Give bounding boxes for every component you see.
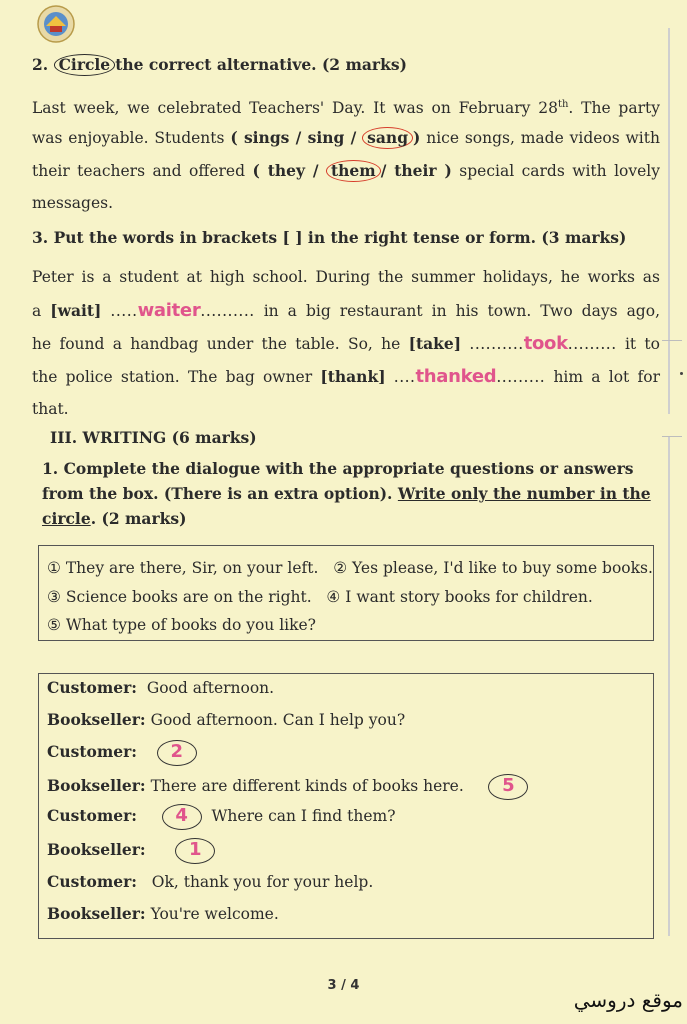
dialogue-line-8: Bookseller: You're welcome. <box>47 904 279 923</box>
q3-heading: 3. Put the words in brackets [ ] in the right tense or form. (3 marks) <box>32 228 627 247</box>
option-5: What type of books do you like? <box>65 616 316 634</box>
options-row-1: ① They are there, Sir, on your left. ② Yes please, I'd like to buy some books. <box>47 559 653 577</box>
margin-rule <box>668 436 670 936</box>
circled-answer-them: them <box>326 160 381 182</box>
dialogue-line-6: Bookseller: 1 <box>47 838 215 864</box>
q2-line-1: Last week, we celebrated Teachers' Day. It was on February 28th. The party <box>32 99 660 118</box>
dialogue-line-1: Customer: Good afternoon. <box>47 678 275 697</box>
answer-thanked: thanked <box>415 366 497 387</box>
dialogue-line-7: Customer: Ok, thank you for your help. <box>47 872 374 891</box>
answer-circle-2: 2 <box>157 740 197 766</box>
option-2: Yes please, I'd like to buy some books. <box>352 559 653 577</box>
q2-number: 2. <box>32 55 49 74</box>
answer-circle-4: 4 <box>162 804 202 830</box>
answer-circle-1: 1 <box>175 838 215 864</box>
answer-took: took <box>523 333 568 354</box>
q3-line-3: he found a handbag under the table. So, he [take] ..........took......... it to <box>32 333 660 354</box>
options-box <box>38 545 654 641</box>
margin-rule <box>668 28 670 414</box>
margin-tick <box>662 340 682 341</box>
q3-line-1: Peter is a student at high school. During the summer holidays, he works as <box>32 268 660 286</box>
margin-tick <box>662 436 682 437</box>
site-watermark: موقع دروسي <box>573 988 683 1012</box>
dialogue-box <box>38 673 654 939</box>
answer-circle-5: 5 <box>488 774 528 800</box>
q2-line-4: messages. <box>32 194 113 212</box>
answer-waiter: waiter <box>137 300 201 321</box>
q3-line-4: the police station. The bag owner [thank] ....thanked......... him a lot for <box>32 366 660 387</box>
dialogue-line-4: Bookseller: There are different kinds of books here. 5 <box>47 774 528 800</box>
circle-word: Circle <box>54 54 116 76</box>
q2-heading <box>32 54 407 76</box>
dialogue-line-5: Customer: 4 Where can I find them? <box>47 804 396 830</box>
school-emblem-icon <box>36 4 76 44</box>
options-row-3: ⑤ What type of books do you like? <box>47 616 316 634</box>
option-1: They are there, Sir, on your left. <box>65 559 319 577</box>
dialogue-line-2: Bookseller: Good afternoon. Can I help you? <box>47 710 406 729</box>
q3-paragraph <box>32 261 660 426</box>
page-number: 3 / 4 <box>327 978 360 993</box>
option-3: Science books are on the right. <box>65 587 312 606</box>
circled-answer-sang: sang <box>362 127 413 149</box>
option-4: I want story books for children. <box>345 587 593 606</box>
q2-instruction: the correct alternative. (2 marks) <box>115 55 407 74</box>
q2-paragraph <box>32 88 660 220</box>
options-row-2: ③ Science books are on the right. ④ I want story books for children. <box>47 587 593 606</box>
writing-heading: III. WRITING (6 marks) <box>50 428 257 447</box>
q2-line-2: was enjoyable. Students ( sings / sing / sang ) nice songs, made videos with <box>32 128 660 147</box>
q2-line-3: their teachers and offered ( they / them / their ) special cards with lovely <box>32 161 660 180</box>
margin-dot <box>680 372 683 375</box>
dialogue-line-3: Customer: 2 <box>47 740 197 766</box>
writing-q1-instruction: 1. Complete the dialogue with the appropriate questions or answers from the box. (There is an extra option). Write only the number in the circle. (2 marks) <box>42 459 651 528</box>
q3-line-2: a [wait] .....waiter.......... in a big restaurant in his town. Two days ago, <box>32 300 660 321</box>
q3-line-5: that. <box>32 400 69 418</box>
